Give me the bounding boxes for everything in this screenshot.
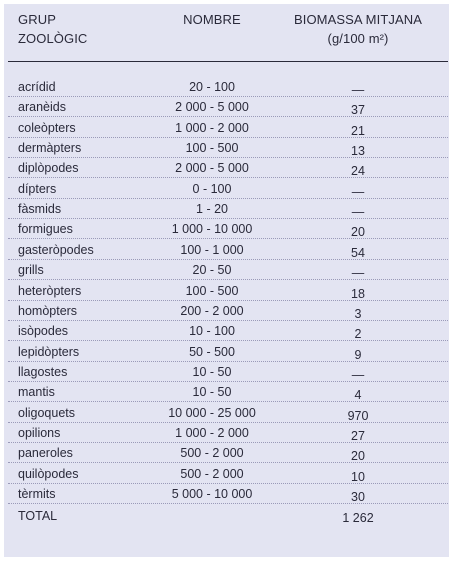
group-cell: heteròpters (18, 283, 82, 298)
row-divider (8, 401, 448, 402)
row-divider (8, 361, 448, 362)
group-cell: isòpodes (18, 324, 69, 339)
count-cell: 10 - 50 (192, 364, 232, 379)
group-cell: diplòpodes (18, 161, 79, 176)
row-divider (8, 259, 448, 260)
count-cell: 20 - 100 (189, 80, 235, 94)
biomass-cell: 21 (351, 123, 365, 138)
count-cell: 1 - 20 (196, 202, 228, 217)
group-cell: paneroles (18, 446, 73, 461)
group-cell: oligoquets (18, 405, 75, 420)
header-rule (8, 61, 448, 62)
group-cell: opilions (18, 425, 61, 440)
header-biomass-line2: (g/100 m²) (327, 31, 389, 46)
group-cell: lepidòpters (18, 344, 80, 359)
group-cell: coleòpters (18, 120, 76, 135)
row-divider (8, 422, 448, 423)
count-cell: 1 000 - 2 000 (175, 425, 249, 440)
row-divider (8, 300, 448, 301)
count-cell: 10 - 50 (192, 385, 232, 400)
biomass-cell: — (351, 367, 365, 382)
group-cell: tèrmits (18, 487, 56, 501)
biomass-cell: 3 (354, 306, 362, 321)
header-biomass-line1: BIOMASSA MITJANA (293, 12, 422, 27)
count-cell: 100 - 1 000 (180, 242, 244, 257)
group-cell: homòpters (18, 303, 78, 318)
group-cell: aranèids (18, 100, 66, 115)
header-group-line2: ZOOLÒGIC (18, 31, 88, 46)
group-cell: gasteròpodes (18, 242, 94, 257)
row-divider (8, 279, 448, 280)
count-cell: 100 - 500 (185, 141, 239, 156)
count-cell: 10 000 - 25 000 (168, 405, 256, 420)
row-divider (8, 340, 448, 341)
group-cell: formigues (18, 222, 73, 237)
count-cell: 500 - 2 000 (180, 466, 244, 481)
row-divider (8, 381, 448, 382)
count-cell: 2 000 - 5 000 (175, 100, 249, 115)
group-cell: dermàpters (18, 141, 82, 156)
table-panel (4, 4, 449, 557)
biomass-cell: 9 (354, 347, 362, 362)
biomass-cell: 54 (351, 245, 365, 260)
row-divider (8, 96, 448, 97)
biomass-cell: 20 (351, 449, 365, 464)
row-divider (8, 177, 448, 178)
count-cell: 200 - 2 000 (180, 303, 244, 318)
count-cell: 50 - 500 (189, 344, 235, 359)
biomass-cell: 30 (351, 490, 365, 504)
biomass-cell: — (351, 266, 365, 281)
group-cell: mantis (18, 385, 55, 400)
biomass-cell: 27 (351, 428, 365, 443)
group-cell: quilòpodes (18, 466, 79, 481)
row-divider (8, 462, 448, 463)
row-divider (8, 157, 448, 158)
biomass-cell: 13 (351, 144, 365, 159)
header-group-line1: GRUP (18, 12, 56, 27)
count-cell: 100 - 500 (185, 283, 239, 298)
row-divider (8, 218, 448, 219)
biomass-cell: 37 (351, 103, 365, 118)
biomass-cell: 4 (354, 388, 362, 403)
biomass-cell: 24 (351, 164, 365, 179)
count-cell: 500 - 2 000 (180, 446, 244, 461)
row-divider (8, 320, 448, 321)
header-count: NOMBRE (183, 12, 241, 27)
group-cell: grills (18, 263, 44, 278)
total-biomass: 1 262 (342, 511, 374, 526)
row-divider (8, 198, 448, 199)
row-divider (8, 238, 448, 239)
total-label: TOTAL (18, 509, 58, 524)
biomass-cell: 20 (351, 225, 365, 240)
group-cell: llagostes (18, 364, 68, 379)
row-divider (8, 116, 448, 117)
biomass-cell: — (351, 83, 365, 97)
biomass-cell: — (351, 205, 365, 220)
row-divider (8, 137, 448, 138)
group-cell: acrídid (18, 80, 56, 94)
count-cell: 10 - 100 (189, 324, 235, 339)
biomass-cell: 18 (351, 286, 365, 301)
count-cell: 1 000 - 10 000 (171, 222, 253, 237)
biomass-cell: 2 (354, 327, 362, 342)
count-cell: 1 000 - 2 000 (175, 120, 249, 135)
biomass-cell: — (351, 184, 365, 199)
biomass-cell: 10 (351, 469, 365, 484)
biomass-cell: 970 (347, 408, 369, 423)
count-cell: 20 - 50 (192, 263, 232, 278)
count-cell: 0 - 100 (192, 181, 232, 196)
row-divider (8, 483, 448, 484)
count-cell: 2 000 - 5 000 (175, 161, 249, 176)
row-divider (8, 442, 448, 443)
count-cell: 5 000 - 10 000 (171, 487, 253, 501)
row-divider (8, 503, 448, 504)
group-cell: dípters (18, 181, 57, 196)
group-cell: fàsmids (18, 202, 62, 217)
